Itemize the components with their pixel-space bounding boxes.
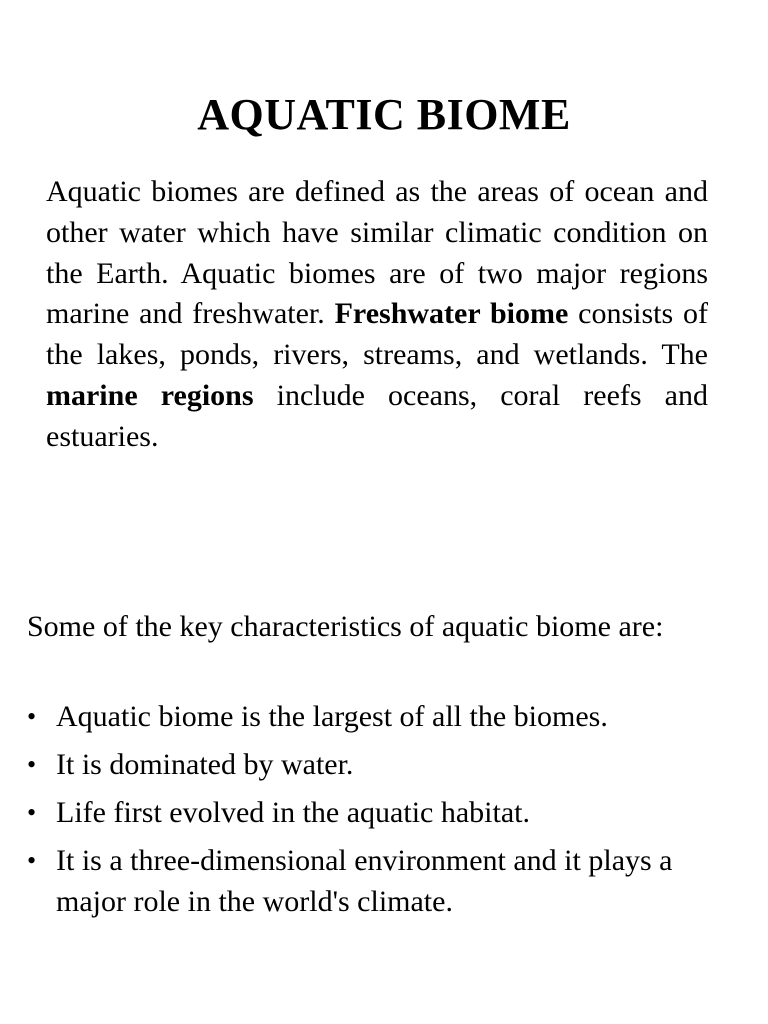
page-title: AQUATIC BIOME [197, 90, 571, 139]
bullet-icon: • [27, 798, 37, 827]
list-item-text: Life first evolved in the aquatic habitat. [56, 796, 530, 829]
bullet-icon: • [27, 750, 37, 779]
list-item [27, 792, 742, 833]
bullet-icon: • [27, 846, 37, 875]
bullet-icon: • [27, 702, 37, 731]
list-item-text: It is dominated by water. [56, 748, 354, 781]
characteristics-lead: Some of the key characteristics of aquatic biome are: [27, 610, 664, 643]
list-item-text: Aquatic biome is the largest of all the biomes. [56, 700, 608, 733]
intro-text-1: Aquatic biomes are defined as the areas of ocean and other water which have similar climatic condition on the Earth. Aquatic biomes are of two major regions marine and freshwater. [46, 175, 708, 331]
marine-regions-term: marine regions [46, 378, 254, 412]
list-item-text: It is a three-dimensional environment and it plays a major role in the world's climate. [56, 844, 673, 918]
list-item [27, 744, 742, 785]
intro-paragraph [46, 172, 708, 458]
list-item [27, 840, 742, 922]
list-item [27, 696, 742, 737]
intro-text-2: consists of the lakes, ponds, rivers, streams, and wetlands. The [46, 297, 709, 372]
freshwater-biome-term: Freshwater biome [334, 297, 569, 331]
characteristics-list [27, 696, 742, 929]
intro-text-3: include oceans, coral reefs and estuaries. [46, 378, 708, 453]
